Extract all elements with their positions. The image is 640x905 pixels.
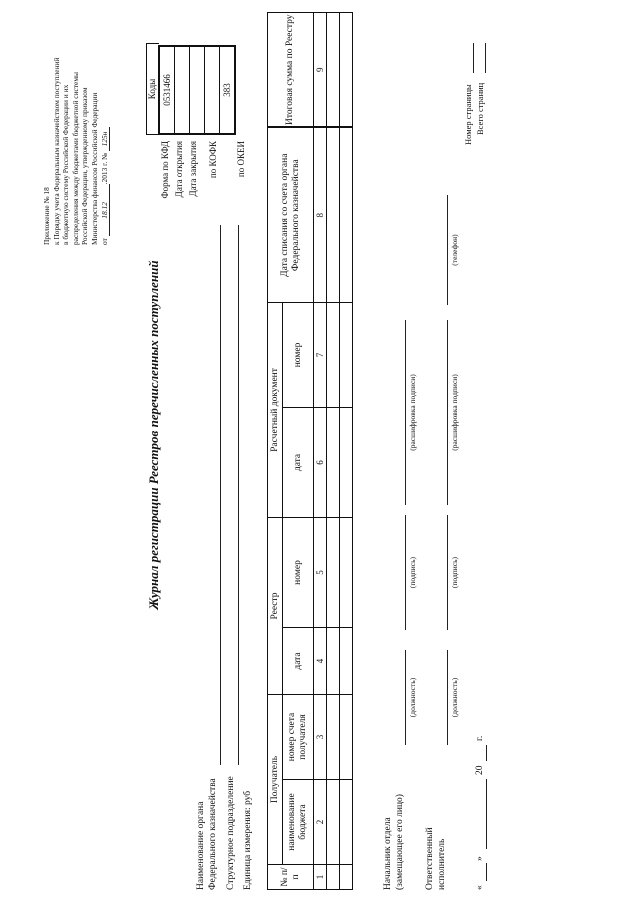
table-cell (340, 694, 353, 779)
table-cell (327, 627, 340, 694)
page-total-label: Всего страниц (475, 82, 485, 135)
struct-name-line (238, 225, 239, 765)
appendix-order-line (100, 35, 111, 245)
org-label-line2: Федерального казначейства (208, 778, 218, 890)
table-cell (327, 865, 340, 890)
table-cell (327, 780, 340, 865)
table-cell (340, 517, 353, 627)
label-kofk: по КОФК (208, 141, 218, 179)
codes-header: Коды (146, 43, 159, 135)
table-cell (327, 407, 340, 517)
unit-label: Единица измерения: руб (243, 790, 253, 890)
exec-label-line2: исполнитель (437, 838, 447, 890)
table-cell (327, 127, 340, 302)
exec-label-line1: Ответственный (425, 827, 435, 890)
head-decode-line (405, 320, 406, 505)
order-number: 125н (100, 127, 111, 151)
table-cell (327, 694, 340, 779)
table-cell (327, 302, 340, 407)
registry-table (267, 12, 353, 890)
col-header-doc-date: дата (283, 407, 314, 517)
appendix-line: Российской Федерации, утвержденному приказом (80, 87, 90, 245)
page-number-line (473, 43, 474, 73)
cap-decode: (расшифровка подписи) (408, 374, 417, 451)
org-name-line (220, 225, 221, 765)
cap-signature: (подпись) (450, 556, 459, 589)
date-close-quote: » (475, 856, 485, 861)
date-day-line (486, 863, 487, 881)
col-number: 3 (314, 694, 327, 779)
head-signature-line (405, 515, 406, 630)
codes-box (158, 45, 236, 135)
exec-position-line (447, 650, 448, 745)
head-label-line2: (замещающее его лицо) (395, 794, 405, 890)
label-close-date: Дата закрытия (188, 141, 198, 197)
exec-signature-line (447, 515, 448, 630)
col-number: 2 (314, 780, 327, 865)
col-header-reg-num: номер (283, 517, 314, 627)
date-year-prefix: 20 (475, 765, 485, 775)
page-total-line (485, 43, 486, 73)
col-header-account: номер счета получателя (283, 694, 314, 779)
appendix-line: Приложение № 18 (42, 187, 51, 245)
col-number: 7 (314, 302, 327, 407)
col-number: 8 (314, 127, 327, 302)
table-cell (327, 517, 340, 627)
col-number: 6 (314, 407, 327, 517)
col-number: 5 (314, 517, 327, 627)
head-label-line1: Начальник отдела (383, 817, 393, 890)
col-number: 4 (314, 627, 327, 694)
cap-position: (должность) (408, 677, 417, 718)
date-year-suffix: г. (475, 735, 485, 741)
table-cell (340, 627, 353, 694)
col-number: 1 (314, 865, 327, 890)
date-prefix: от (99, 238, 109, 245)
table-cell (340, 407, 353, 517)
appendix-line: распределения между бюджетами бюджетной системы (70, 72, 80, 245)
label-okei: по ОКЕИ (236, 141, 246, 178)
table-cell (327, 12, 340, 127)
date-open-quote: « (475, 885, 485, 890)
col-header-total: Итоговая сумма по Реестру (268, 12, 314, 127)
code-open-date (175, 47, 190, 133)
appendix-line: в бюджетную систему Российской Федерации и их (61, 84, 71, 245)
col-header-doc-num: номер (283, 302, 314, 407)
col-header-writeoff: Дата списания со счета органа Федерального казначейства (268, 127, 314, 302)
exec-phone-line (447, 195, 448, 305)
code-kfd: 0531466 (160, 47, 175, 133)
col-number: 9 (314, 12, 327, 127)
appendix-note (42, 35, 110, 245)
label-form-kfd: Форма по КФД (160, 141, 170, 199)
struct-label: Структурное подразделение (226, 776, 236, 890)
journal-title: Журнал регистрации Реестров перечисленных поступлений (146, 260, 161, 610)
table-cell (340, 780, 353, 865)
table-row (340, 12, 353, 889)
table-cell (340, 865, 353, 890)
col-header-registry: Реестр (268, 517, 283, 694)
col-header-recipient: Получатель (268, 694, 283, 864)
exec-decode-line (447, 320, 448, 505)
col-header-reg-date: дата (283, 627, 314, 694)
table-cell (340, 12, 353, 127)
col-header-budget-name: наименование бюджета (283, 780, 314, 865)
page-number-label: Номер страницы (463, 84, 473, 145)
order-year: .2013 г. № (99, 152, 109, 185)
col-header-doc: Расчетный документ (268, 302, 283, 517)
table-row (327, 12, 340, 889)
appendix-line: к Порядку учета Федеральным казначейством поступлений (51, 57, 61, 245)
appendix-line: Министерства финансов Российской Федерации (89, 92, 99, 245)
cap-signature: (подпись) (408, 556, 417, 589)
table-cell (340, 302, 353, 407)
date-year-line (486, 745, 487, 761)
cap-decode: (расшифровка подписи) (450, 374, 459, 451)
code-okei: 383 (222, 83, 232, 97)
label-open-date: Дата открытия (174, 141, 184, 198)
cap-phone: (телефон) (450, 234, 459, 266)
table-cell (340, 127, 353, 302)
head-position-line (405, 650, 406, 745)
code-kofk (205, 47, 220, 133)
order-date: 18.12 (100, 184, 111, 236)
code-close-date (190, 47, 205, 133)
col-header-num: № п/п (268, 865, 314, 890)
cap-position: (должность) (450, 677, 459, 718)
org-label-line1: Наименование органа (196, 801, 206, 890)
date-month-line (486, 779, 487, 849)
